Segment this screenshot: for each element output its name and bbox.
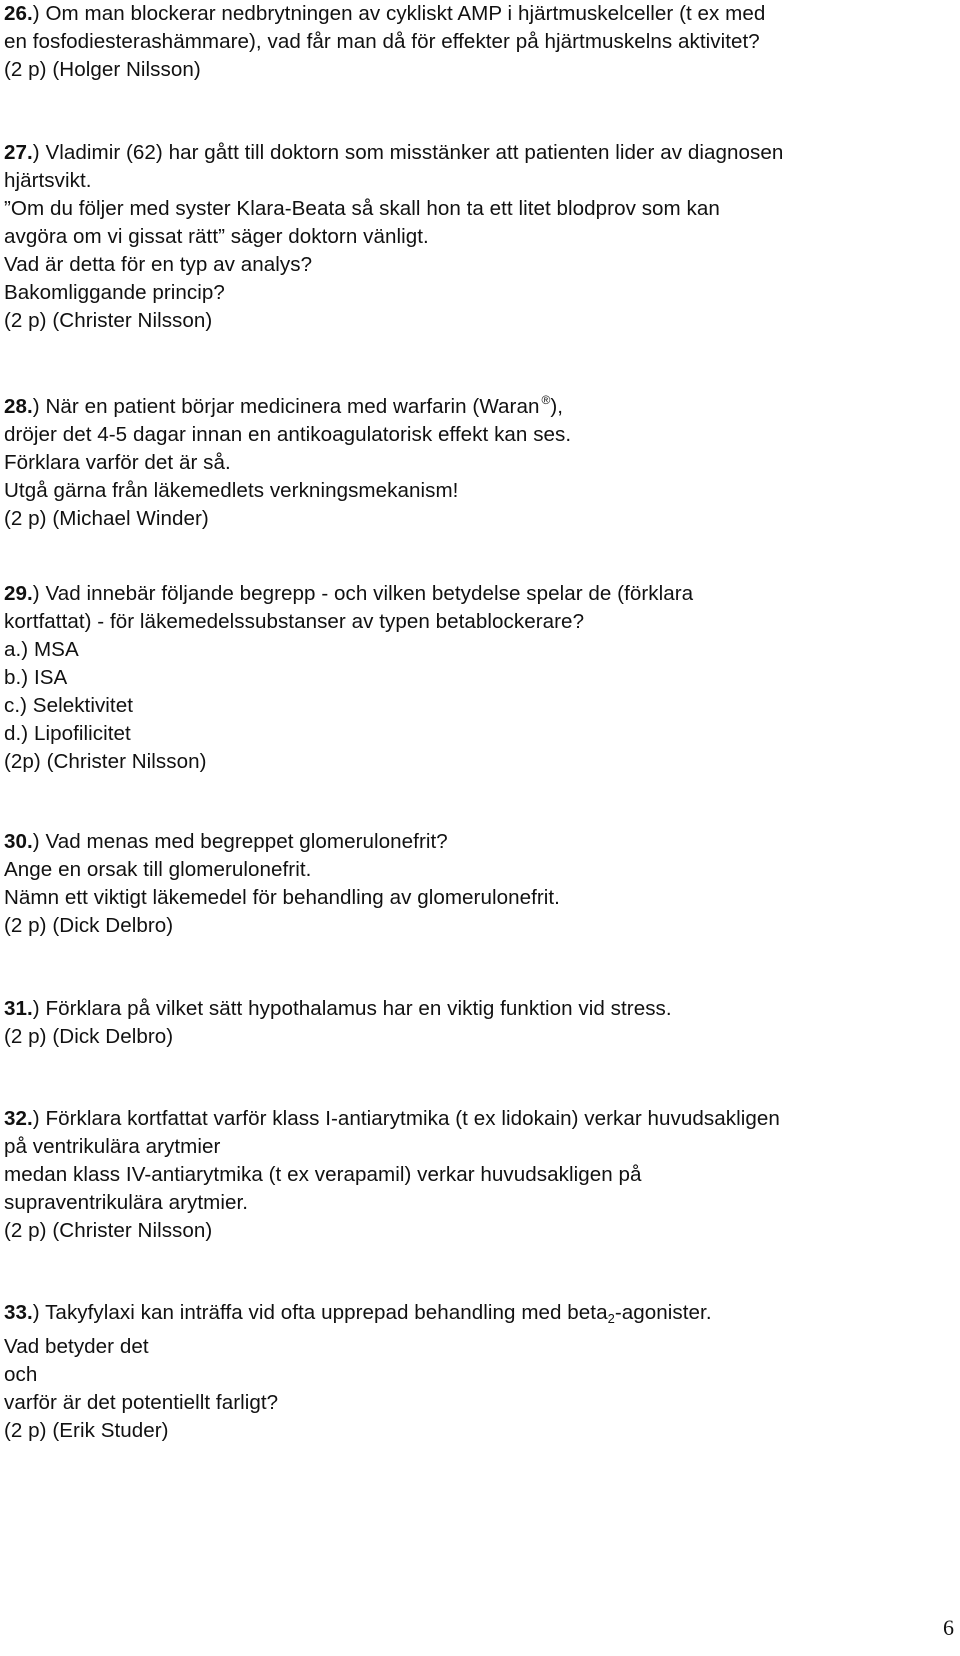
question-number: 26. — [4, 2, 33, 25]
question-text: ”Om du följer med syster Klara-Beata så skall hon ta ett litet blodprov som kan — [4, 197, 720, 220]
question-27 — [4, 139, 956, 335]
question-text: Bakomliggande princip? — [4, 281, 225, 304]
question-text: Nämn ett viktigt läkemedel för behandling av glomerulonefrit. — [4, 886, 560, 909]
question-29 — [4, 580, 956, 776]
question-text: ) Vad innebär följande begrepp - och vilken betydelse spelar de (förklara — [32, 582, 694, 605]
list-item: a.) MSA — [4, 638, 79, 661]
registered-trademark-mark: ® — [541, 393, 551, 407]
question-text: kortfattat) - för läkemedelssubstanser av typen betablockerare? — [4, 610, 585, 633]
page-number: 6 — [943, 1615, 954, 1640]
question-credit: (2 p) (Michael Winder) — [4, 507, 209, 530]
question-text: -agonister. — [614, 1301, 712, 1324]
list-item: d.) Lipofilicitet — [4, 722, 131, 745]
question-number: 30. — [4, 830, 33, 853]
question-number: 33. — [4, 1301, 33, 1324]
question-number: 32. — [4, 1107, 33, 1130]
question-credit: (2 p) (Holger Nilsson) — [4, 58, 201, 81]
question-line — [4, 0, 956, 28]
question-text: varför är det potentiellt farligt? — [4, 1391, 279, 1414]
question-text: supraventrikulära arytmier. — [4, 1191, 248, 1214]
question-text: ) Förklara på vilket sätt hypothalamus har en viktig funktion vid stress. — [32, 997, 672, 1020]
question-line — [4, 1299, 956, 1333]
question-text: ), — [550, 395, 564, 418]
question-text: ) När en patient börjar medicinera med warfarin (Waran — [32, 395, 540, 418]
question-credit: (2 p) (Dick Delbro) — [4, 1025, 174, 1048]
question-text: och — [4, 1363, 38, 1386]
question-credit: (2 p) (Christer Nilsson) — [4, 1219, 213, 1242]
question-line — [4, 1105, 956, 1133]
question-credit: (2 p) (Dick Delbro) — [4, 914, 174, 937]
question-text: dröjer det 4-5 dagar innan en antikoagulatorisk effekt kan ses. — [4, 423, 572, 446]
question-31 — [4, 995, 956, 1051]
question-text: Utgå gärna från läkemedlets verkningsmekanism! — [4, 479, 459, 502]
question-text: ) Om man blockerar nedbrytningen av cykliskt AMP i hjärtmuskelceller (t ex med — [32, 2, 766, 25]
question-number: 28. — [4, 395, 33, 418]
question-text: Vad betyder det — [4, 1335, 149, 1358]
question-text: på ventrikulära arytmier — [4, 1135, 221, 1158]
question-32 — [4, 1105, 956, 1245]
question-30 — [4, 828, 956, 940]
question-text: ) Vladimir (62) har gått till doktorn som misstänker att patienten lider av diagnosen — [32, 141, 784, 164]
question-credit: (2p) (Christer Nilsson) — [4, 750, 207, 773]
question-number: 27. — [4, 141, 33, 164]
question-28 — [4, 386, 956, 533]
question-text: Ange en orsak till glomerulonefrit. — [4, 858, 312, 881]
question-text: ) Vad menas med begreppet glomerulonefrit? — [32, 830, 448, 853]
question-text: medan klass IV-antiarytmika (t ex verapamil) verkar huvudsakligen på — [4, 1163, 642, 1186]
subscript-text: 2 — [607, 1311, 615, 1326]
question-line — [4, 386, 956, 421]
question-text: hjärtsvikt. — [4, 169, 92, 192]
question-line — [4, 828, 956, 856]
question-text: en fosfodiesterashämmare), vad får man då för effekter på hjärtmuskelns aktivitet? — [4, 30, 760, 53]
question-credit: (2 p) (Christer Nilsson) — [4, 309, 213, 332]
list-item: b.) ISA — [4, 666, 68, 689]
question-text: Förklara varför det är så. — [4, 451, 231, 474]
question-33 — [4, 1299, 956, 1445]
question-text: Vad är detta för en typ av analys? — [4, 253, 313, 276]
question-number: 31. — [4, 997, 33, 1020]
question-26 — [4, 0, 956, 84]
question-line — [4, 995, 956, 1023]
question-number: 29. — [4, 582, 33, 605]
question-credit: (2 p) (Erik Studer) — [4, 1419, 169, 1442]
list-item: c.) Selektivitet — [4, 694, 133, 717]
question-text: avgöra om vi gissat rätt” säger doktorn vänligt. — [4, 225, 429, 248]
question-line — [4, 139, 956, 167]
question-line — [4, 580, 956, 608]
question-text: ) Takyfylaxi kan inträffa vid ofta upprepad behandling med beta — [32, 1301, 608, 1324]
question-text: ) Förklara kortfattat varför klass I-antiarytmika (t ex lidokain) verkar huvudsakligen — [32, 1107, 780, 1130]
